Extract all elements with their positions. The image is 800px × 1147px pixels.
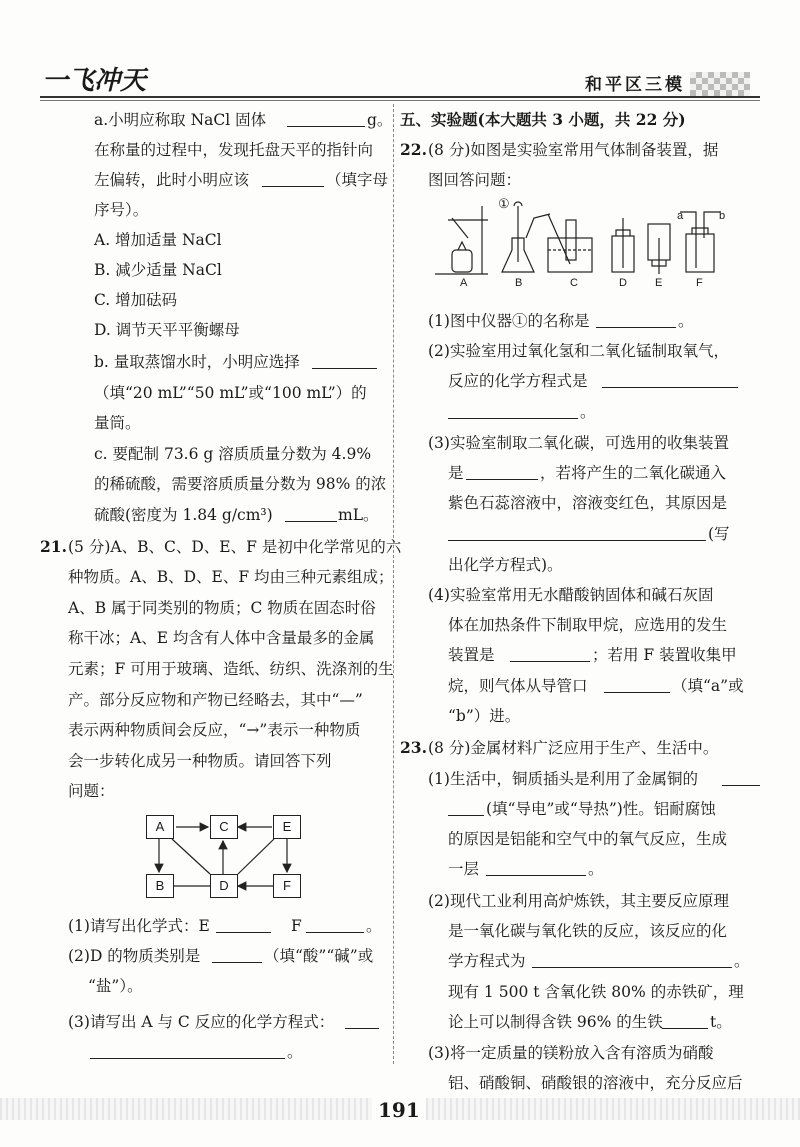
left-line: 量筒。	[94, 414, 141, 432]
answer-blank	[662, 1014, 708, 1029]
answer-blank	[287, 112, 365, 127]
header-rule	[40, 96, 760, 98]
answer-blank	[212, 948, 262, 963]
right-line: 学方程式为	[448, 952, 526, 970]
left-line: 表示两种物质间会反应，“→”表示一种物质	[68, 721, 361, 739]
right-line: 装置是	[448, 646, 495, 664]
option-c: C. 增加砝码	[94, 291, 178, 309]
apparatus-label-b: B	[515, 277, 523, 289]
right-line: (2)实验室用过氧化氢和二氧化锰制取氧气，	[428, 342, 729, 360]
right-line: 图回答问题：	[428, 171, 522, 189]
right-line: “b”）进。	[448, 707, 521, 725]
apparatus-label-e: E	[655, 277, 663, 289]
node-c: C	[210, 815, 238, 839]
right-line: ，若将产生的二氧化碳通入	[540, 464, 727, 482]
right-line: 。	[734, 952, 750, 970]
left-line: (5 分)A、B、C、D、E、F 是初中化学常见的六	[68, 538, 402, 556]
left-line: 的稀硫酸，需要溶质质量分数为 98% 的浓	[94, 475, 387, 493]
left-line: mL。	[338, 506, 379, 524]
answer-blank	[306, 918, 364, 933]
right-line: 论上可以制得含铁 96% 的生铁	[448, 1013, 663, 1031]
left-line: 称干冰；A、E 均含有人体中含量最多的金属	[68, 629, 375, 647]
right-line: (3)实验室制取二氧化碳，可选用的收集装置	[428, 434, 729, 452]
answer-blank	[216, 918, 271, 933]
question-22-number: 22.	[400, 140, 427, 159]
node-a: A	[146, 815, 174, 839]
answer-blank	[604, 678, 670, 693]
right-line: 现有 1 500 t 含氧化铁 80% 的赤铁矿，理	[448, 983, 744, 1001]
right-line: (8 分)金属材料广泛应用于生产、生活中。	[428, 739, 719, 757]
left-line: c. 要配制 73.6 g 溶质质量分数为 4.9%	[94, 445, 372, 463]
right-line: (8 分)如图是实验室常用气体制备装置，据	[428, 141, 719, 159]
right-line: 烷，则气体从导管口	[448, 677, 588, 695]
question-23-number: 23.	[400, 738, 427, 757]
left-line: 会一步转化成另一种物质。请回答下列	[68, 752, 332, 770]
right-line: 紫色石蕊溶液中，溶液变红色，其原因是	[448, 494, 728, 512]
right-line: 。	[580, 403, 596, 421]
right-line: (3)将一定质量的镁粉放入含有溶质为硝酸	[428, 1044, 714, 1062]
left-line: 序号）。	[94, 201, 149, 219]
right-line: t。	[710, 1013, 732, 1031]
answer-blank	[312, 354, 377, 369]
answer-blank	[602, 373, 738, 388]
left-line: 。	[287, 1043, 303, 1061]
answer-blank	[345, 1014, 379, 1029]
right-line: (填“导电”或“导热”)性。铝耐腐蚀	[486, 800, 716, 818]
answer-blank	[510, 647, 590, 662]
header-rule-thin	[40, 100, 760, 101]
left-line: 在称量的过程中，发现托盘天平的指针向	[94, 141, 374, 159]
section-title: 五、实验题(本大题共 3 小题，共 22 分)	[400, 110, 686, 129]
circle-label-1: ①	[498, 196, 510, 211]
left-line: a.小明应称取 NaCl 固体	[94, 111, 267, 129]
answer-blank	[466, 465, 538, 480]
left-line: 元素；F 可用于玻璃、造纸、纺织、洗涤剂的生	[68, 660, 394, 678]
node-b: B	[146, 874, 174, 898]
right-line: 。	[588, 860, 604, 878]
answer-blank	[285, 507, 337, 522]
lab-apparatus-figure	[430, 198, 730, 290]
right-line: (2)现代工业利用高炉炼铁，其主要反应原理	[428, 892, 729, 910]
left-line: 种物质。A、B、D、E、F 均由三种元素组成；	[68, 568, 394, 586]
node-f: F	[273, 874, 301, 898]
right-line: 。	[678, 312, 694, 330]
left-line: b. 量取蒸馏水时，小明应选择	[94, 353, 300, 371]
left-line: 产。部分反应物和产物已经略去，其中“—”	[68, 691, 363, 709]
right-line: ；若用 F 装置收集甲	[592, 646, 737, 664]
right-line: (4)实验室常用无水醋酸钠固体和碱石灰固	[428, 586, 714, 604]
tube-label-b: b	[719, 210, 726, 222]
left-line: （填“酸”“碱”或	[264, 947, 374, 965]
right-line: (1)生活中，铜质插头是利用了金属铜的	[428, 770, 698, 788]
answer-blank	[596, 313, 676, 328]
node-d: D	[210, 874, 238, 898]
answer-blank	[532, 953, 732, 968]
right-line: 是一氧化碳与氧化铁的反应，该反应的化	[448, 922, 728, 940]
right-line: 铝、硝酸铜、硝酸银的溶液中，充分反应后	[448, 1074, 743, 1092]
right-line: (1)图中仪器①的名称是	[428, 312, 590, 330]
answer-blank	[722, 771, 760, 786]
option-b: B. 减少适量 NaCl	[94, 261, 222, 279]
header-section: 和平区三模	[585, 75, 685, 95]
option-a: A. 增加适量 NaCl	[94, 231, 222, 249]
node-e: E	[273, 815, 301, 839]
header-checker-decoration	[690, 72, 750, 98]
header-brand: 一飞冲天	[42, 66, 147, 96]
left-line: 硫酸(密度为 1.84 g/cm³)	[94, 506, 273, 524]
left-line: 。	[366, 917, 382, 935]
page-number: 191	[372, 1098, 426, 1122]
right-line: 的原因是铝能和空气中的氧气反应，生成	[448, 830, 728, 848]
answer-blank	[448, 526, 706, 541]
apparatus-label-c: C	[570, 277, 578, 289]
left-line: g。	[367, 111, 393, 129]
left-line: (1)请写出化学式：E	[68, 917, 210, 935]
left-line: F	[291, 917, 302, 935]
left-line: （填字母	[326, 171, 389, 189]
right-line: 反应的化学方程式是	[448, 372, 588, 390]
left-line: (3)请写出 A 与 C 反应的化学方程式：	[68, 1013, 335, 1031]
left-line: “盐”）。	[88, 977, 143, 995]
right-line: (写	[708, 525, 730, 543]
apparatus-label-d: D	[619, 277, 627, 289]
right-line: 是	[448, 464, 464, 482]
left-line: A、B 属于同类别的物质；C 物质在固态时俗	[68, 599, 376, 617]
right-line: 体在加热条件下制取甲烷，应选用的发生	[448, 616, 728, 634]
answer-blank	[448, 801, 484, 816]
answer-blank	[262, 172, 324, 187]
apparatus-label-a: A	[460, 277, 468, 289]
left-line: 问题：	[68, 782, 115, 800]
right-line: （填“a”或	[672, 677, 744, 695]
answer-blank	[448, 404, 578, 419]
right-line: 一层	[448, 860, 480, 878]
question-21-number: 21.	[40, 537, 67, 556]
left-line: 左偏转，此时小明应该	[94, 171, 250, 189]
answer-blank	[90, 1044, 285, 1059]
apparatus-label-f: F	[696, 277, 703, 289]
left-line: （填“20 mL”“50 mL”或“100 mL”）的	[94, 384, 367, 402]
answer-blank	[486, 861, 586, 876]
left-line: (2)D 的物质类别是	[68, 947, 201, 965]
right-line: 出化学方程式)。	[448, 556, 563, 574]
tube-label-a: a	[677, 210, 684, 222]
option-d: D. 调节天平平衡螺母	[94, 321, 240, 339]
